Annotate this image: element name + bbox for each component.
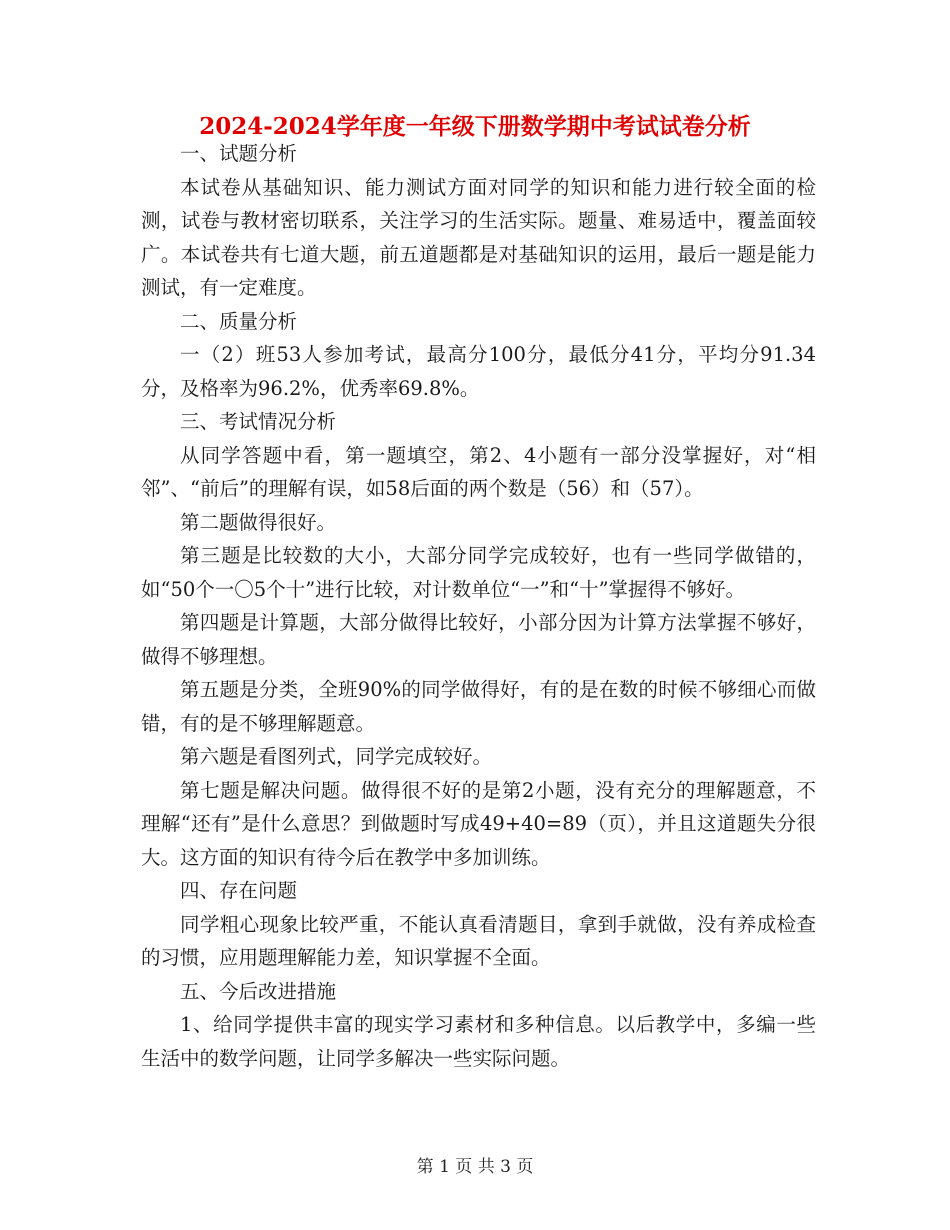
paragraph: 一（2）班53人参加考试，最高分100分，最低分41分，平均分91.34分，及格率为96.2%，优秀率69.8%。 [141,343,816,400]
section-heading-2: 二、质量分析 [180,309,298,333]
section-heading-1: 一、试题分析 [180,142,298,165]
paragraph: 第二题做得很好。 [180,510,337,534]
section-heading-3: 三、考试情况分析 [180,410,337,433]
paragraph: 第四题是计算题，大部分做得比较好，小部分因为计算方法掌握不够好，做得不够理想。 [141,611,816,668]
paragraph: 第三题是比较数的大小，大部分同学完成较好，也有一些同学做错的，如“50个一〇5个十”进行比较，对计数单位“一”和“十”掌握得不够好。 [141,544,816,601]
paragraph: 第五题是分类，全班90%的同学做得好，有的是在数的时候不够细心而做错，有的是不够理解题意。 [141,678,816,735]
section-heading-4: 四、存在问题 [180,879,298,902]
paragraph: 第七题是解决问题。做得很不好的是第2小题，没有充分的理解题意，不理解“还有”是什么意思？到做题时写成49+40=89（页），并且这道题失分很大。这方面的知识有待今后在教学中多加训练。 [141,778,816,869]
page-footer: 第 1 页 共 3 页 [416,1157,534,1177]
section-heading-5: 五、今后改进措施 [180,979,337,1003]
paragraph: 同学粗心现象比较严重，不能认真看清题目，拿到手就做，没有养成检查的习惯，应用题理解能力差，知识掌握不全面。 [141,912,816,969]
paragraph: 本试卷从基础知识、能力测试方面对同学的知识和能力进行较全面的检测，试卷与教材密切联系，关注学习的生活实际。题量、难易适中，覆盖面较广。本试卷共有七道大题，前五道题都是对基础知识的运用，最后一题是能力测试，有一定难度。 [141,175,816,299]
document-title: 2024-2024学年度一年级下册数学期中考试试卷分析 [199,113,751,140]
paragraph: 第六题是看图列式，同学完成较好。 [180,745,493,768]
paragraph: 从同学答题中看，第一题填空，第2、4小题有一部分没掌握好，对“相邻”、“前后”的理解有误，如58后面的两个数是（56）和（57）。 [141,443,816,500]
paragraph: 1、给同学提供丰富的现实学习素材和多种信息。以后教学中，多编一些生活中的数学问题，让同学多解决一些实际问题。 [141,1013,816,1070]
document-body [141,137,816,1075]
